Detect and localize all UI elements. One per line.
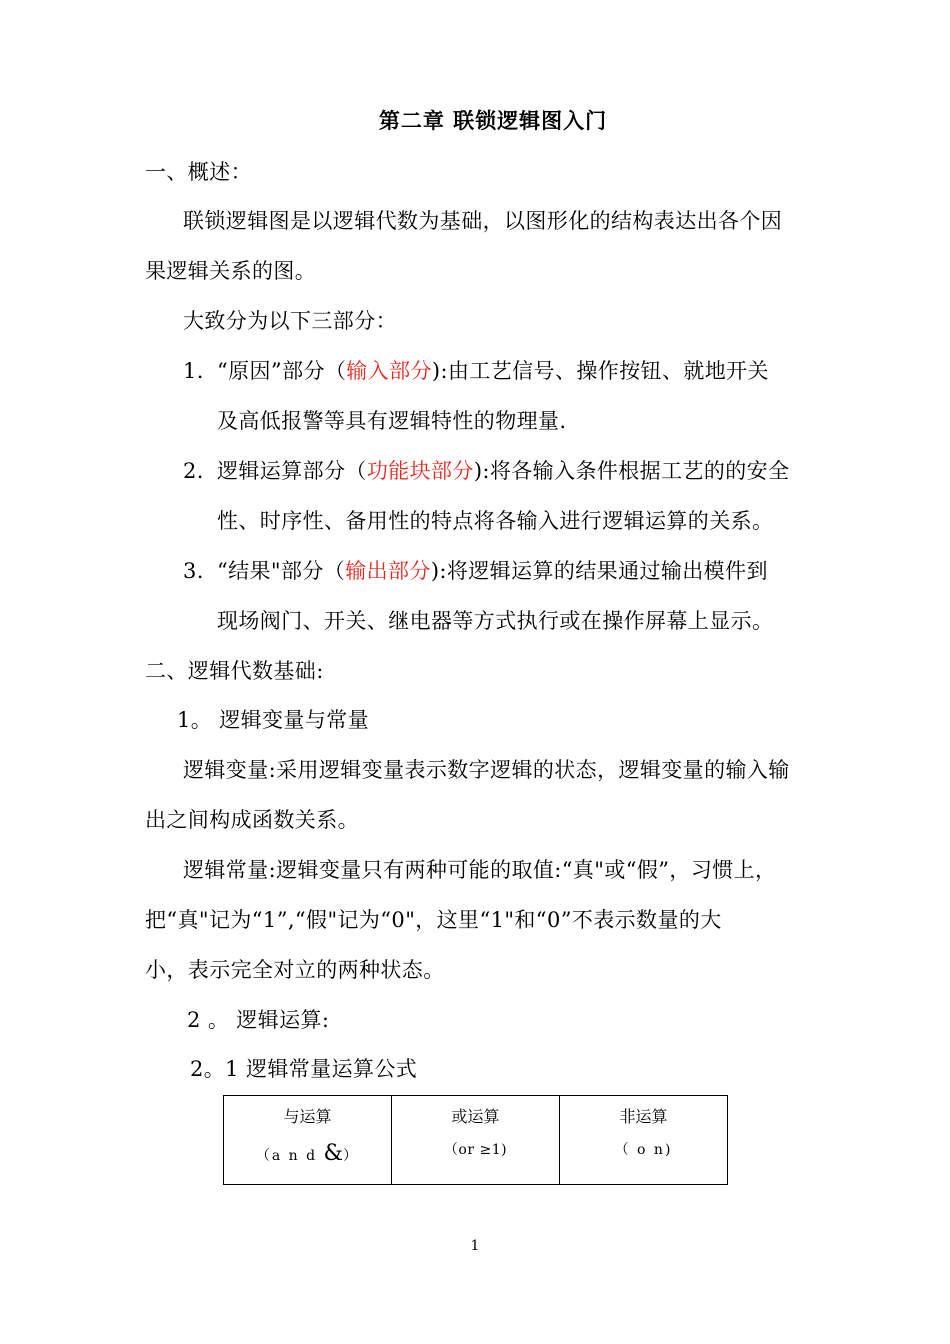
subsection-heading: 2。1 逻辑常量运算公式 — [190, 1057, 418, 1081]
list-item-number: 2. — [183, 459, 204, 483]
list-item-line: 及高低报警等具有逻辑特性的物理量. — [217, 409, 567, 433]
subsection-heading: 1。 逻辑变量与常量 — [177, 708, 370, 732]
paragraph-line: 果逻辑关系的图。 — [145, 259, 317, 283]
list-item-line: “原因”部分（输入部分):由工艺信号、操作按钮、就地开关 — [217, 359, 769, 383]
list-item-line: 逻辑运算部分（功能块部分):将各输入条件根据工艺的的安全 — [217, 459, 790, 483]
paragraph-line: 大致分为以下三部分： — [183, 309, 397, 333]
subsection-heading: 2 。 逻辑运算: — [187, 1008, 330, 1032]
list-item-number: 3. — [183, 559, 204, 583]
paragraph-line: 联锁逻辑图是以逻辑代数为基础，以图形化的结构表达出各个因 — [183, 209, 783, 233]
list-item-line: 性、时序性、备用性的特点将各输入进行逻辑运算的关系。 — [217, 509, 774, 533]
paragraph-line: 小，表示完全对立的两种状态。 — [145, 958, 445, 982]
list-item-number: 1. — [183, 359, 204, 383]
highlight-term: 输出部分 — [345, 559, 431, 583]
list-item-line: 现场阀门、开关、继电器等方式执行或在操作屏幕上显示。 — [217, 609, 774, 633]
section-heading-overview: 一、概述： — [145, 160, 252, 184]
table-cell-not: 非运算 （ o n) — [560, 1096, 728, 1185]
paragraph-line: 逻辑变量:采用逻辑变量表示数字逻辑的状态，逻辑变量的输入输 — [183, 758, 790, 782]
highlight-term: 输入部分 — [346, 359, 432, 383]
logic-operations-table — [223, 1095, 728, 1185]
paragraph-line: 出之间构成函数关系。 — [145, 808, 359, 832]
table-cell-or: 或运算 （or ≥1) — [392, 1096, 560, 1185]
table-cell-and: 与运算 （a n d &） — [224, 1096, 392, 1185]
page-number: 1 — [470, 1238, 480, 1254]
highlight-term: 功能块部分 — [366, 459, 474, 483]
paragraph-line: 逻辑常量:逻辑变量只有两种可能的取值:“真"或“假”，习惯上， — [183, 858, 777, 882]
section-heading-logic-algebra: 二、逻辑代数基础: — [145, 659, 324, 683]
chapter-title: 第二章 联锁逻辑图入门 — [378, 108, 608, 133]
list-item-line: “结果"部分（输出部分):将逻辑运算的结果通过输出模件到 — [217, 559, 768, 583]
paragraph-line: 把“真"记为“1”,“假"记为“0"，这里“1"和“0”不表示数量的大 — [145, 908, 722, 932]
table-row — [224, 1096, 728, 1185]
